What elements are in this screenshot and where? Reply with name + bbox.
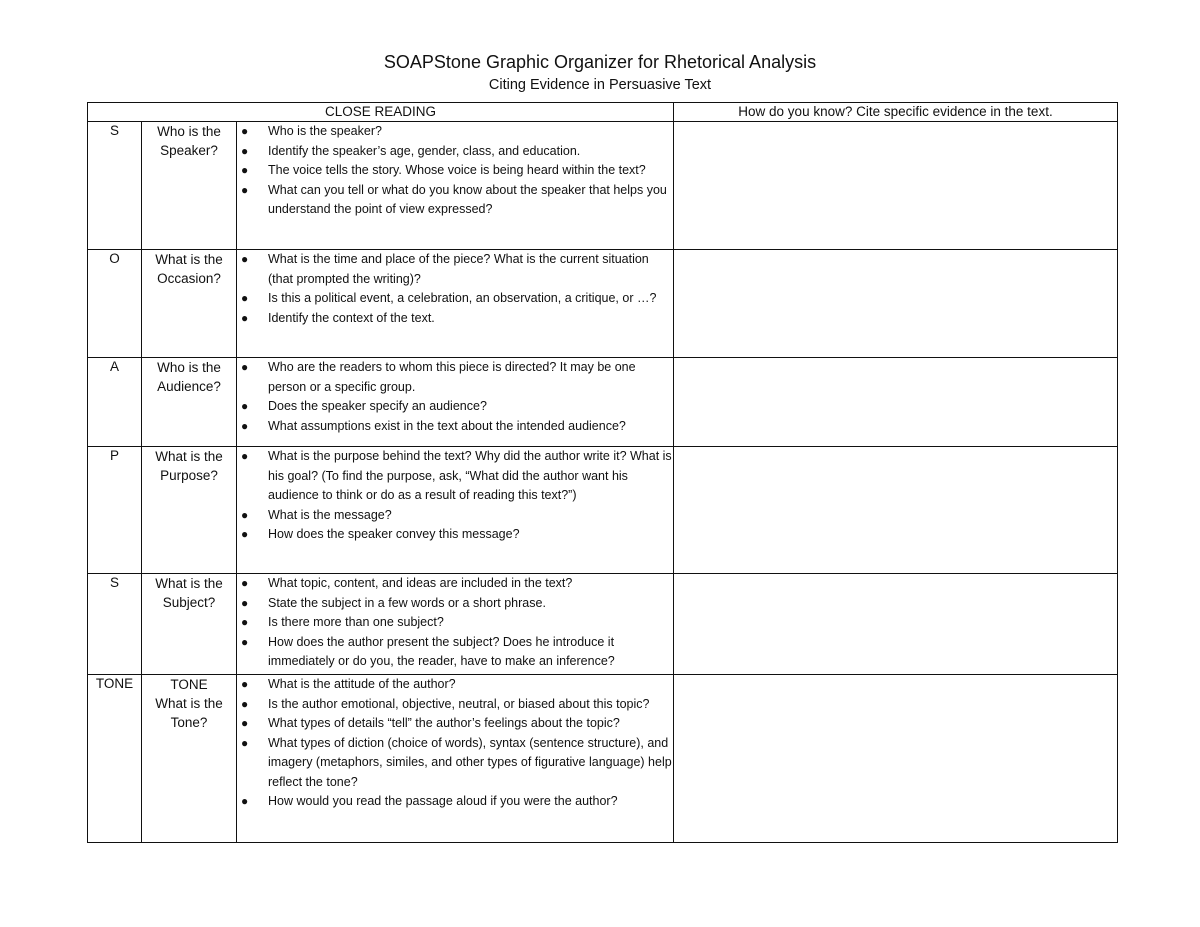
table-header-row <box>88 103 1118 122</box>
bullet-icon: ● <box>241 252 249 266</box>
point-text: Identify the speaker’s age, gender, class, and education. <box>268 143 581 158</box>
list-item <box>237 161 673 181</box>
bullet-icon: ● <box>241 143 249 158</box>
bullet-icon: ● <box>241 716 249 730</box>
question-line: Who is the <box>157 124 221 139</box>
row-question <box>142 122 237 250</box>
row-letter: TONE <box>88 675 142 843</box>
close-reading-points <box>237 358 674 447</box>
points-list <box>237 250 673 328</box>
table-row <box>88 250 1118 358</box>
list-item <box>237 574 673 594</box>
question-line: Tone? <box>170 715 208 730</box>
list-item <box>237 792 673 812</box>
row-question <box>142 447 237 574</box>
bullet-icon: ● <box>241 507 249 522</box>
question-line: What is the <box>155 252 223 267</box>
close-reading-points <box>237 250 674 358</box>
points-list <box>237 447 673 545</box>
point-text: What is the attitude of the author? <box>268 677 456 691</box>
close-reading-header: CLOSE READING <box>88 103 674 122</box>
table-row <box>88 447 1118 574</box>
evidence-cell[interactable] <box>674 122 1118 250</box>
point-text: What topic, content, and ideas are included in the text? <box>268 576 573 590</box>
list-item <box>237 525 673 545</box>
row-question <box>142 675 237 843</box>
list-item <box>237 506 673 526</box>
list-item <box>237 594 673 614</box>
point-text: Does the speaker specify an audience? <box>268 399 487 413</box>
bullet-icon: ● <box>241 794 249 808</box>
table-row <box>88 122 1118 250</box>
list-item <box>237 695 673 715</box>
bullet-icon: ● <box>241 696 249 711</box>
close-reading-points <box>237 675 674 843</box>
list-item <box>237 417 673 437</box>
list-item <box>237 675 673 695</box>
row-letter: S <box>88 574 142 675</box>
question-line: What is the <box>155 449 223 464</box>
bullet-icon: ● <box>241 527 249 541</box>
table-row <box>88 574 1118 675</box>
row-letter: O <box>88 250 142 358</box>
bullet-icon: ● <box>241 399 249 413</box>
evidence-header: How do you know? Cite specific evidence in the text. <box>674 103 1118 122</box>
point-text: What can you tell or what do you know about the speaker that helps you understand the point of view expressed? <box>268 182 667 216</box>
row-question <box>142 250 237 358</box>
question-line: Speaker? <box>160 143 218 158</box>
list-item <box>237 181 673 220</box>
point-text: Who is the speaker? <box>268 124 382 138</box>
points-list <box>237 358 673 436</box>
point-text: Is the author emotional, objective, neutral, or biased about this topic? <box>268 696 650 711</box>
bullet-icon: ● <box>241 310 249 325</box>
list-item <box>237 633 673 672</box>
evidence-cell[interactable] <box>674 358 1118 447</box>
close-reading-points <box>237 122 674 250</box>
list-item <box>237 289 673 309</box>
point-text: Is there more than one subject? <box>268 615 444 629</box>
question-line: Purpose? <box>160 468 218 483</box>
bullet-icon: ● <box>241 163 249 177</box>
list-item <box>237 142 673 162</box>
point-text: Identify the context of the text. <box>268 310 435 325</box>
point-text: What types of diction (choice of words), syntax (sentence structure), and imagery (metaphors, similes, and other types of figurative language) help reflect the tone? <box>268 735 672 789</box>
question-line: Who is the <box>157 360 221 375</box>
point-text: State the subject in a few words or a short phrase. <box>268 595 546 610</box>
list-item <box>237 309 673 329</box>
point-text: Who are the readers to whom this piece is directed? It may be one person or a specific group. <box>268 360 636 394</box>
bullet-icon: ● <box>241 124 249 138</box>
list-item <box>237 122 673 142</box>
close-reading-points <box>237 574 674 675</box>
points-list <box>237 574 673 672</box>
row-letter: A <box>88 358 142 447</box>
bullet-icon: ● <box>241 615 249 629</box>
evidence-cell[interactable] <box>674 447 1118 574</box>
list-item <box>237 397 673 417</box>
list-item <box>237 447 673 506</box>
bullet-icon: ● <box>241 449 249 463</box>
bullet-icon: ● <box>241 677 249 691</box>
question-line: Audience? <box>157 379 221 394</box>
close-reading-points <box>237 447 674 574</box>
table-row <box>88 358 1118 447</box>
bullet-icon: ● <box>241 735 249 750</box>
bullet-icon: ● <box>241 634 249 649</box>
list-item <box>237 358 673 397</box>
document-subtitle: Citing Evidence in Persuasive Text <box>488 77 712 93</box>
question-line: TONE <box>170 677 208 692</box>
list-item <box>237 250 673 289</box>
bullet-icon: ● <box>241 595 249 610</box>
row-letter: S <box>88 122 142 250</box>
list-item <box>237 714 673 734</box>
point-text: How does the author present the subject? Does he introduce it immediately or do you, the reader, have to make an inference? <box>268 634 615 668</box>
point-text: What assumptions exist in the text about the intended audience? <box>268 418 626 433</box>
bullet-icon: ● <box>241 418 249 433</box>
bullet-icon: ● <box>241 291 249 305</box>
point-text: What is the time and place of the piece? What is the current situation (that prompted the writing)? <box>268 252 649 286</box>
row-question <box>142 358 237 447</box>
question-line: What is the <box>155 576 223 591</box>
bullet-icon: ● <box>241 360 249 374</box>
point-text: What is the purpose behind the text? Why did the author write it? What is his goal? (To find the purpose, ask, “What did the author want his audience to think or do as a result of reading this text?”) <box>268 449 672 502</box>
question-line: Occasion? <box>157 271 221 286</box>
point-text: The voice tells the story. Whose voice is being heard within the text? <box>268 163 646 177</box>
point-text: What types of details “tell” the author’s feelings about the topic? <box>268 716 620 730</box>
question-line: Subject? <box>162 595 216 610</box>
point-text: How would you read the passage aloud if you were the author? <box>268 794 618 808</box>
point-text: What is the message? <box>268 507 392 522</box>
soapstone-table <box>87 102 1118 843</box>
table-row <box>88 675 1118 843</box>
point-text: Is this a political event, a celebration, an observation, a critique, or …? <box>268 291 657 305</box>
list-item <box>237 734 673 793</box>
list-item <box>237 613 673 633</box>
bullet-icon: ● <box>241 182 249 197</box>
point-text: How does the speaker convey this message? <box>268 527 520 541</box>
question-line: What is the <box>155 696 223 711</box>
points-list <box>237 675 673 812</box>
evidence-cell[interactable] <box>674 574 1118 675</box>
row-letter: P <box>88 447 142 574</box>
points-list <box>237 122 673 220</box>
row-question <box>142 574 237 675</box>
document-title: SOAPStone Graphic Organizer for Rhetorical Analysis <box>383 52 817 72</box>
bullet-icon: ● <box>241 576 249 590</box>
evidence-cell[interactable] <box>674 250 1118 358</box>
evidence-cell[interactable] <box>674 675 1118 843</box>
